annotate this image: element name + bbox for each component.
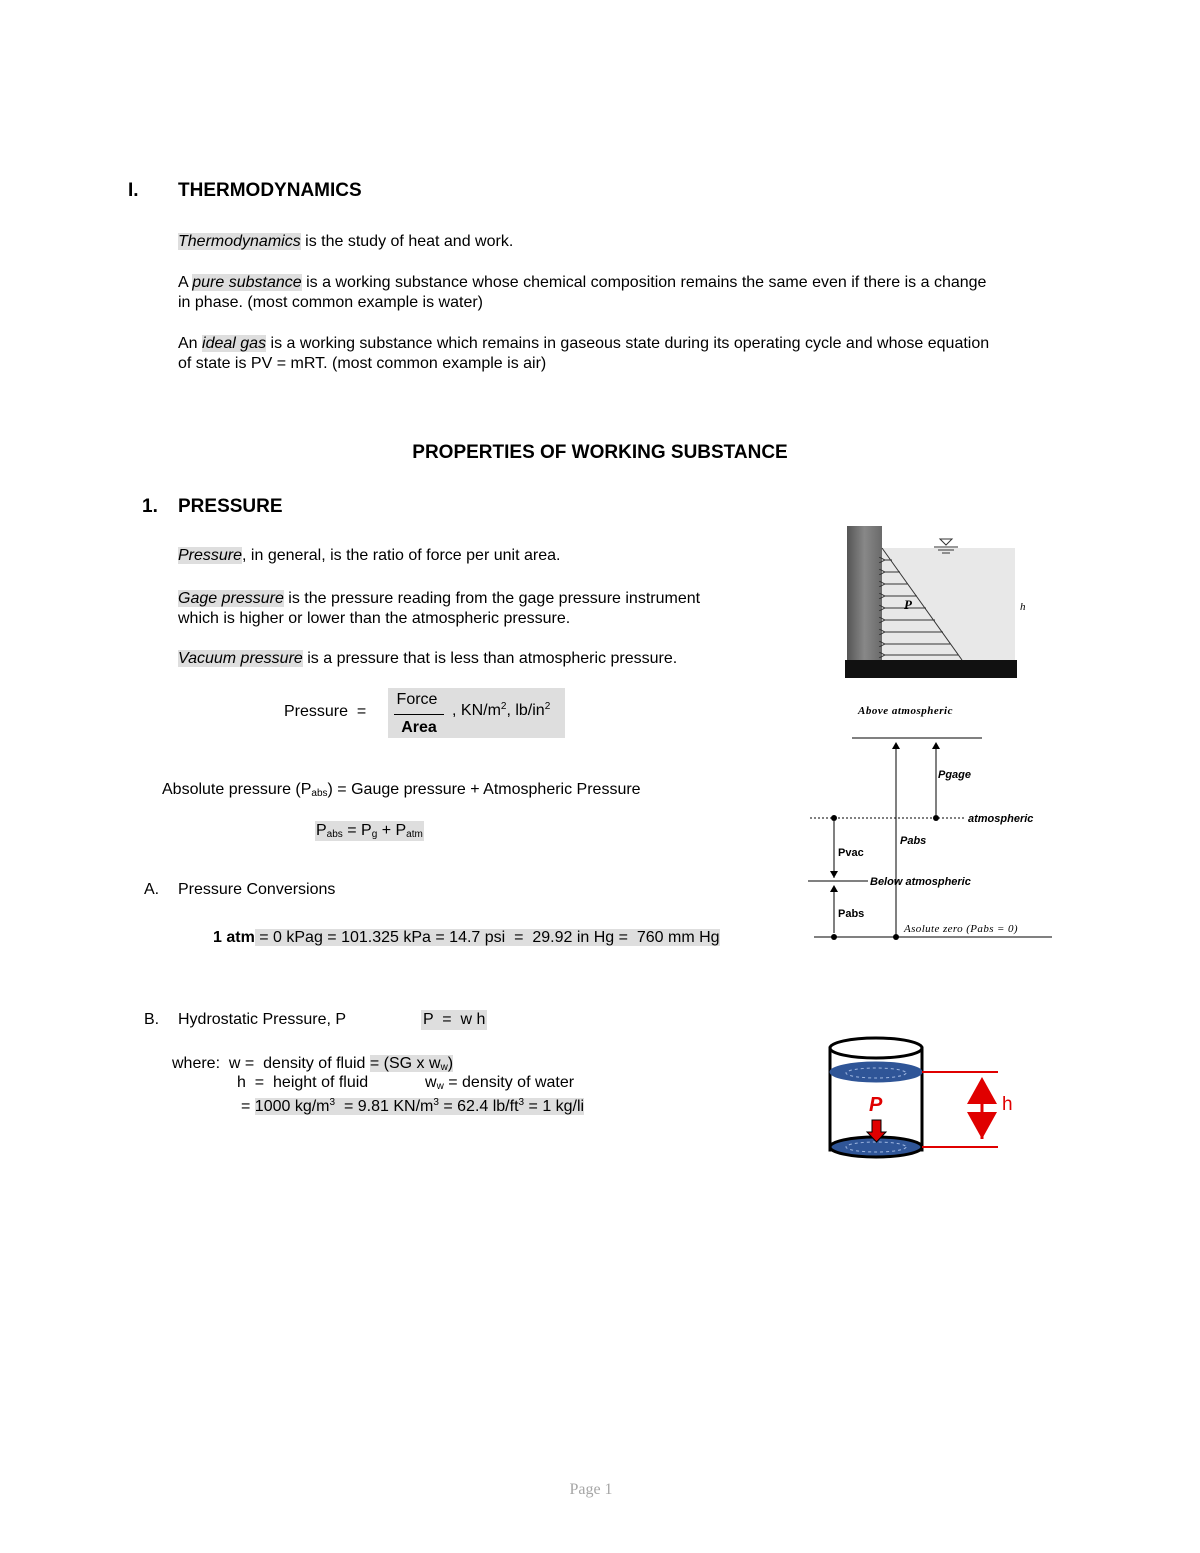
units-sup: 2 — [544, 701, 551, 712]
label-pabs-below: Pabs — [838, 908, 865, 920]
point-atm-left — [831, 815, 837, 821]
formula-units — [452, 701, 550, 721]
val-sup: 3 — [329, 1097, 336, 1108]
term-pressure: Pressure — [178, 547, 243, 564]
ww-text: = density of water — [443, 1074, 575, 1091]
ground — [845, 660, 1017, 678]
label-absolute-zero: Asolute zero (Pabs = 0) — [904, 923, 1018, 935]
point-atm-right — [933, 815, 939, 821]
def-thermodynamics — [178, 232, 513, 252]
def-text: is a working substance which remains in gaseous state during its operating cycle and whose equation — [266, 335, 990, 352]
units-sup: 2 — [500, 701, 507, 712]
label-pabs: Pabs — [900, 835, 927, 847]
where-line — [172, 1054, 453, 1074]
where-sub: w — [440, 1062, 448, 1073]
abs-sub: abs — [311, 788, 328, 799]
water-density-line — [425, 1073, 574, 1093]
where-text: where: w = density of fluid — [172, 1055, 370, 1072]
label-pvac: Pvac — [838, 847, 864, 859]
where-text: = (SG x w — [369, 1055, 441, 1072]
pressure-levels-diagram — [800, 700, 1060, 950]
water-body — [882, 548, 1015, 660]
tank-p-label: P — [869, 1094, 883, 1116]
conversions-line — [213, 928, 720, 948]
pressure-title: PRESSURE — [178, 496, 283, 517]
def-pure-substance-2: in phase. (most common example is water) — [178, 294, 483, 311]
val-text: = — [241, 1098, 255, 1115]
tank-diagram — [820, 1036, 1030, 1166]
val-highlight — [255, 1098, 584, 1115]
def-pressure — [178, 546, 560, 566]
wall-p-label: P — [904, 597, 912, 612]
def-ideal-gas — [178, 334, 989, 354]
def-text: is a working substance whose chemical composition remains the same even if there is a change — [301, 274, 987, 291]
term-ideal-gas: ideal gas — [202, 335, 267, 352]
tank-h-label: h — [1002, 1094, 1013, 1115]
def-text: is a pressure that is less than atmospheric pressure. — [302, 650, 678, 667]
def-ideal-gas-2: of state is PV = mRT. (most common example is air) — [178, 355, 547, 372]
section-number: I. — [128, 180, 139, 201]
def-text: A — [178, 274, 193, 291]
eq-sub: atm — [406, 829, 423, 840]
val-text: = 9.81 KN/m — [335, 1098, 434, 1115]
def-text: is the pressure reading from the gage pressure instrument — [283, 590, 701, 607]
tank-top-rim — [830, 1038, 922, 1058]
fraction-bar — [394, 714, 444, 715]
label-above-atmospheric: Above atmospheric — [858, 705, 953, 717]
def-vacuum-pressure — [178, 649, 677, 669]
hydrostatic-label: B. — [144, 1011, 160, 1028]
abs-text: Absolute pressure (P — [162, 781, 312, 798]
hydrostatic-formula: P = w h — [423, 1011, 486, 1028]
label-below-atmospheric: Below atmospheric — [870, 876, 971, 888]
conversions-title: Pressure Conversions — [178, 881, 336, 898]
section-title: THERMODYNAMICS — [178, 180, 362, 201]
conversion-atm: 1 atm — [213, 929, 255, 946]
val-sup: 3 — [518, 1097, 525, 1108]
tank-fluid-surface — [830, 1062, 922, 1082]
eq-text: + P — [377, 822, 407, 839]
absolute-pressure-definition — [162, 780, 641, 800]
ww-text: w — [425, 1074, 437, 1091]
point-zero-right — [893, 934, 899, 940]
def-text: An — [178, 335, 203, 352]
eq-text: = P — [342, 822, 372, 839]
val-text: = 62.4 lb/ft — [438, 1098, 519, 1115]
val-text: 1000 kg/m — [254, 1098, 330, 1115]
term-thermodynamics: Thermodynamics — [178, 233, 301, 250]
conversions-label: A. — [144, 881, 160, 898]
abs-text: ) = Gauge pressure + Atmospheric Pressure — [327, 781, 641, 798]
def-pure-substance — [178, 273, 986, 293]
wall-pressure-diagram — [840, 522, 1040, 682]
val-sup: 3 — [433, 1097, 439, 1108]
def-text: is the study of heat and work. — [300, 233, 514, 250]
units-text: , lb/in — [506, 702, 545, 719]
page-number: Page 1 — [569, 1481, 613, 1498]
height-line: h = height of fluid — [237, 1074, 369, 1091]
label-atmospheric: atmospheric — [968, 813, 1034, 825]
label-pgage: Pgage — [938, 769, 972, 781]
conversion-values: = 0 kPag = 101.325 kPa = 14.7 psi = 29.92 in Hg = 760 mm Hg — [254, 929, 720, 946]
term-vacuum-pressure: Vacuum pressure — [178, 650, 303, 667]
point-zero-left — [831, 934, 837, 940]
def-text: , in general, is the ratio of force per unit area. — [242, 547, 561, 564]
properties-heading: PROPERTIES OF WORKING SUBSTANCE — [412, 442, 788, 463]
absolute-pressure-equation — [315, 821, 424, 841]
eq-sub: g — [371, 829, 378, 840]
hydrostatic-title: Hydrostatic Pressure, P — [178, 1011, 347, 1028]
where-text: ) — [447, 1055, 454, 1072]
pressure-number: 1. — [142, 496, 158, 517]
term-pure-substance: pure substance — [192, 274, 302, 291]
ww-sub: w — [436, 1081, 444, 1092]
def-gage-pressure-2: which is higher or lower than the atmospheric pressure. — [178, 610, 571, 627]
water-density-values — [241, 1097, 584, 1117]
where-highlight — [370, 1055, 453, 1072]
formula-label: Pressure = — [284, 703, 367, 720]
formula-denominator: Area — [401, 719, 437, 736]
units-text: , KN/m — [452, 702, 501, 719]
formula-numerator: Force — [396, 691, 438, 708]
wall — [847, 526, 882, 660]
def-gage-pressure — [178, 589, 700, 609]
term-gage-pressure: Gage pressure — [178, 590, 284, 607]
eq-sub: abs — [326, 829, 343, 840]
eq-text: P — [316, 822, 327, 839]
wall-h-label: h — [1020, 601, 1026, 613]
val-text: = 1 kg/li — [524, 1098, 585, 1115]
